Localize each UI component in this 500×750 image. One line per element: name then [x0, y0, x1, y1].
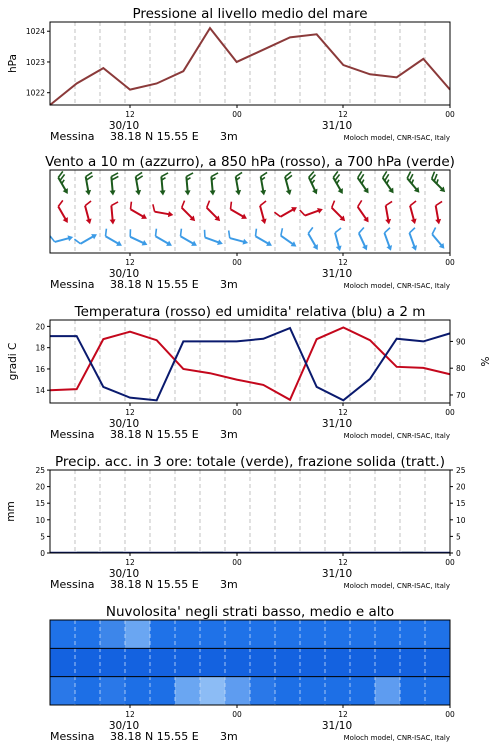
- barb-feather: [435, 201, 442, 205]
- date-label: 30/10: [108, 120, 140, 132]
- cloud-cell-medio: [400, 648, 426, 676]
- cloud-cell-basso: [325, 677, 351, 705]
- location-name: Messina: [50, 578, 95, 591]
- barb-head: [362, 245, 370, 252]
- location-elevation: 3m: [220, 278, 238, 291]
- barb-head: [385, 219, 392, 225]
- date-label: 31/10: [321, 268, 353, 280]
- wind-barb-10: [331, 228, 346, 252]
- y-right-tick-label: 80: [456, 364, 466, 374]
- barb-shaft: [359, 233, 365, 247]
- barb-shaft: [130, 237, 144, 243]
- barb-head: [63, 217, 71, 224]
- barb-shaft: [260, 206, 264, 220]
- x-tick-label: 00: [445, 710, 455, 719]
- y-right-tick-label: 25: [456, 466, 466, 475]
- wind-barb-700: [82, 172, 96, 195]
- wind-barb-850: [202, 201, 225, 224]
- cloud-cell-basso: [150, 677, 176, 705]
- y-right-tick-label: 90: [456, 337, 466, 347]
- cloud-cell-medio: [350, 648, 376, 676]
- barb-feather: [259, 201, 267, 206]
- x-tick-label: 12: [125, 558, 135, 567]
- cloud-cell-medio: [200, 648, 226, 676]
- cloud-cell-medio: [425, 648, 451, 676]
- barb-shaft: [207, 208, 218, 219]
- cloud-cell-basso: [100, 677, 126, 705]
- y-right-tick-label: 15: [456, 499, 466, 509]
- barb-shaft: [55, 238, 69, 242]
- barb-head: [191, 241, 198, 249]
- y-tick-label: 1024: [25, 27, 45, 37]
- wind-barb-700: [54, 171, 74, 195]
- barb-feather: [202, 230, 207, 238]
- cloud-cell-alto: [200, 620, 226, 648]
- wind-barb-850: [226, 202, 250, 222]
- barb-head: [141, 214, 148, 222]
- barb-shaft: [335, 233, 339, 247]
- barb-head: [168, 211, 174, 218]
- wind-barb-700: [158, 173, 170, 196]
- x-tick-label: 12: [338, 258, 348, 267]
- x-tick-label: 12: [125, 110, 135, 119]
- barb-head: [286, 190, 293, 196]
- barb-feather: [409, 201, 417, 206]
- chart-title: Temperatura (rosso) ed umidita' relativa (blu) a 2 m: [74, 304, 426, 320]
- barb-shaft: [256, 236, 269, 244]
- x-tick-label: 12: [338, 558, 348, 567]
- barb-head: [261, 219, 268, 225]
- barb-head: [243, 239, 249, 246]
- y-tick-label: 0: [40, 549, 45, 558]
- location-name: Messina: [50, 278, 95, 291]
- location-coords: 38.18 N 15.55 E: [110, 278, 199, 291]
- wind-barb-10: [406, 228, 423, 252]
- wind-barb-700: [281, 172, 296, 196]
- wind-barb-10: [151, 229, 175, 249]
- barb-head: [166, 241, 173, 249]
- y-tick-label: 5: [40, 532, 45, 542]
- cloud-cell-medio: [50, 648, 76, 676]
- barb-shaft: [409, 233, 414, 247]
- barb-shaft: [410, 206, 414, 220]
- x-tick-label: 00: [445, 408, 455, 417]
- cloud-cell-alto: [350, 620, 376, 648]
- cloud-cell-basso: [250, 677, 276, 705]
- x-tick-label: 00: [232, 558, 242, 567]
- barb-shaft: [111, 206, 112, 221]
- barb-head: [85, 190, 92, 196]
- wind-barb-850: [256, 201, 271, 225]
- barb-shaft: [332, 208, 343, 219]
- cloud-cell-medio: [100, 648, 126, 676]
- x-tick-label: 00: [232, 110, 242, 119]
- wind-barb-10: [201, 230, 225, 247]
- barb-feather: [103, 229, 109, 237]
- y-right-tick-label: 10: [456, 515, 466, 525]
- barb-head: [291, 205, 298, 213]
- barb-feather: [383, 228, 391, 233]
- y-tick-label: 15: [35, 499, 45, 509]
- cloud-cell-basso: [375, 677, 401, 705]
- barb-shaft: [85, 206, 89, 220]
- y-right-tick-label: 70: [456, 390, 466, 400]
- x-tick-label: 12: [338, 408, 348, 417]
- cloud-cell-medio: [275, 648, 301, 676]
- barb-shaft: [131, 209, 144, 217]
- barb-feather: [408, 228, 416, 233]
- barb-feather: [358, 228, 366, 234]
- cloud-cell-alto: [125, 620, 151, 648]
- wind-barb-10: [50, 230, 74, 245]
- y-right-tick-label: 0: [456, 549, 461, 558]
- model-credit: Moloch model, CNR-ISAC, Italy: [343, 134, 450, 142]
- cloud-cell-basso: [175, 677, 201, 705]
- barb-shaft: [181, 236, 194, 244]
- cloud-cell-basso: [50, 677, 76, 705]
- cloud-cell-medio: [125, 648, 151, 676]
- barb-feather: [127, 229, 133, 237]
- barb-shaft: [308, 234, 316, 247]
- wind-barb-700: [403, 171, 425, 194]
- wind-barb-850: [327, 201, 350, 224]
- y-right-tick-label: 5: [456, 532, 461, 542]
- barb-feather: [278, 228, 284, 235]
- wind-barb-10: [176, 229, 200, 249]
- x-tick-label: 12: [125, 408, 135, 417]
- date-label: 30/10: [108, 568, 140, 580]
- cloud-cell-medio: [300, 648, 326, 676]
- barb-head: [210, 190, 216, 196]
- barb-feather: [253, 229, 259, 237]
- location-name: Messina: [50, 130, 95, 143]
- barb-head: [142, 240, 149, 248]
- barb-feather: [111, 173, 118, 177]
- wind-barb-700: [329, 171, 349, 195]
- model-credit: Moloch model, CNR-ISAC, Italy: [343, 734, 450, 742]
- barb-shaft: [58, 207, 66, 220]
- wind-barb-10: [355, 228, 373, 252]
- barb-head: [217, 239, 224, 246]
- barb-head: [336, 246, 343, 252]
- cloud-cell-basso: [225, 677, 251, 705]
- cloud-cell-alto: [275, 620, 301, 648]
- location-elevation: 3m: [220, 130, 238, 143]
- barb-feather: [57, 200, 65, 206]
- barb-head: [260, 190, 267, 196]
- wind-barb-850: [126, 202, 150, 222]
- y-tick-label: 1023: [25, 57, 45, 67]
- wind-barb-700: [305, 172, 323, 196]
- cloud-cell-medio: [75, 648, 101, 676]
- wind-barb-10: [74, 228, 98, 248]
- barb-shaft: [156, 236, 169, 244]
- barb-shaft: [436, 206, 439, 221]
- barb-shaft: [281, 209, 294, 217]
- cloud-cell-basso: [425, 677, 451, 705]
- wind-barb-10: [126, 229, 150, 247]
- location-elevation: 3m: [220, 578, 238, 591]
- y-tick-label: 20: [35, 482, 45, 492]
- date-label: 30/10: [108, 268, 140, 280]
- wind-barb-850: [177, 201, 200, 224]
- cloud-cell-alto: [175, 620, 201, 648]
- y-axis-label: gradi C: [7, 342, 19, 381]
- cloud-cell-basso: [400, 677, 426, 705]
- wind-barb-850: [354, 200, 375, 224]
- wind-barb-850: [274, 201, 298, 221]
- wind-barb-10: [381, 228, 398, 252]
- cloud-cell-alto: [75, 620, 101, 648]
- wind-barb-10: [277, 228, 301, 249]
- barb-feather: [307, 227, 315, 233]
- cloud-cell-basso: [350, 677, 376, 705]
- wind-barb-850: [432, 201, 446, 224]
- barb-feather: [152, 204, 156, 211]
- location-elevation: 3m: [220, 428, 238, 441]
- location-name: Messina: [50, 730, 95, 743]
- wind-barb-700: [183, 173, 195, 196]
- wind-barb-700: [354, 171, 375, 195]
- x-tick-label: 12: [125, 710, 135, 719]
- x-tick-label: 00: [445, 110, 455, 119]
- model-credit: Moloch model, CNR-ISAC, Italy: [343, 582, 450, 590]
- barb-shaft: [281, 236, 293, 245]
- barb-shaft: [81, 236, 94, 244]
- cloud-cell-medio: [175, 648, 201, 676]
- date-label: 31/10: [321, 120, 353, 132]
- date-label: 30/10: [108, 720, 140, 732]
- x-tick-label: 00: [232, 408, 242, 417]
- cloud-cell-basso: [275, 677, 301, 705]
- barb-shaft: [106, 236, 119, 244]
- wind-barb-10: [428, 227, 450, 250]
- y-axis-label: hPa: [7, 54, 19, 73]
- location-elevation: 3m: [220, 730, 238, 743]
- barb-feather: [235, 172, 242, 176]
- model-credit: Moloch model, CNR-ISAC, Italy: [343, 432, 450, 440]
- barb-feather: [430, 227, 437, 234]
- barb-feather: [228, 202, 234, 210]
- location-coords: 38.18 N 15.55 E: [110, 730, 199, 743]
- wind-barb-700: [379, 171, 400, 195]
- barb-head: [435, 219, 442, 225]
- cloud-cell-medio: [325, 648, 351, 676]
- barb-head: [91, 232, 98, 240]
- wind-barb-850: [382, 201, 396, 224]
- barb-head: [338, 188, 346, 195]
- barb-feather: [84, 201, 92, 206]
- wind-barb-850: [108, 202, 120, 225]
- wind-barb-850: [54, 200, 74, 224]
- wind-barb-850: [81, 201, 96, 225]
- x-tick-label: 00: [232, 258, 242, 267]
- x-tick-label: 12: [125, 258, 135, 267]
- y-tick-label: 18: [35, 343, 45, 353]
- barb-head: [185, 190, 191, 196]
- barb-feather: [385, 201, 392, 205]
- barb-head: [312, 189, 320, 196]
- barb-feather: [180, 201, 187, 208]
- barb-shaft: [155, 212, 170, 215]
- barb-feather: [227, 231, 232, 239]
- y-tick-label: 16: [35, 364, 45, 374]
- cloud-cell-alto: [325, 620, 351, 648]
- x-tick-label: 12: [338, 110, 348, 119]
- barb-feather: [178, 229, 184, 237]
- barb-feather: [111, 202, 118, 206]
- cloud-cell-medio: [250, 648, 276, 676]
- barb-head: [411, 245, 418, 252]
- chart-title: Vento a 10 m (azzurro), a 850 hPa (rosso), a 700 hPa (verde): [45, 154, 455, 170]
- cloud-cell-medio: [225, 648, 251, 676]
- x-tick-label: 00: [232, 710, 242, 719]
- barb-shaft: [358, 207, 367, 219]
- date-label: 31/10: [321, 720, 353, 732]
- wind-barb-850: [406, 201, 421, 225]
- cloud-cell-medio: [150, 648, 176, 676]
- cloud-cell-alto: [375, 620, 401, 648]
- barb-feather: [161, 173, 168, 177]
- barb-head: [386, 245, 393, 252]
- barb-head: [266, 241, 273, 249]
- barb-shaft: [384, 233, 389, 247]
- barb-head: [235, 190, 242, 196]
- barb-head: [86, 219, 93, 225]
- wind-barb-700: [132, 172, 146, 195]
- barb-shaft: [432, 234, 442, 245]
- location-coords: 38.18 N 15.55 E: [110, 578, 199, 591]
- barb-shaft: [407, 178, 417, 189]
- y-tick-label: 1022: [25, 88, 45, 98]
- barb-shaft: [383, 178, 392, 190]
- barb-head: [160, 190, 166, 196]
- y-tick-label: 10: [35, 515, 45, 525]
- barb-feather: [356, 200, 363, 206]
- barb-shaft: [205, 237, 219, 242]
- barb-head: [411, 219, 418, 225]
- barb-shaft: [333, 178, 341, 191]
- barb-feather: [211, 173, 218, 177]
- y-tick-label: 20: [35, 322, 45, 332]
- barb-head: [110, 219, 116, 225]
- chart-title: Precip. acc. in 3 ore: totale (verde), frazione solida (tratt.): [55, 454, 445, 470]
- cloud-cell-basso: [125, 677, 151, 705]
- location-coords: 38.18 N 15.55 E: [110, 428, 199, 441]
- barb-head: [116, 241, 123, 249]
- wind-barb-700: [257, 172, 271, 195]
- wind-barb-10: [304, 227, 324, 251]
- cloud-cell-alto: [150, 620, 176, 648]
- y-axis-label: mm: [5, 501, 17, 522]
- barb-shaft: [358, 178, 367, 190]
- barb-feather: [330, 201, 337, 208]
- date-label: 31/10: [321, 418, 353, 430]
- cloud-cell-alto: [100, 620, 126, 648]
- barb-shaft: [58, 178, 66, 191]
- barb-feather: [334, 228, 342, 233]
- cloud-cell-alto: [300, 620, 326, 648]
- date-label: 31/10: [321, 568, 353, 580]
- wind-barb-700: [232, 172, 246, 195]
- date-label: 30/10: [108, 418, 140, 430]
- y-tick-label: 25: [35, 466, 45, 475]
- barb-head: [110, 190, 116, 196]
- wind-barb-10: [226, 231, 250, 246]
- x-tick-label: 00: [445, 558, 455, 567]
- barb-shaft: [305, 210, 319, 215]
- chart-title: Pressione al livello medio del mare: [132, 6, 368, 22]
- barb-feather: [186, 173, 193, 177]
- location-coords: 38.18 N 15.55 E: [110, 130, 199, 143]
- barb-shaft: [231, 209, 244, 217]
- x-tick-label: 12: [338, 710, 348, 719]
- barb-feather: [260, 172, 267, 176]
- model-credit: Moloch model, CNR-ISAC, Italy: [343, 282, 450, 290]
- wind-barb-10: [101, 229, 125, 249]
- y-right-axis-label: %: [480, 356, 492, 367]
- barb-feather: [50, 235, 55, 243]
- barb-shaft: [182, 208, 193, 219]
- barb-feather: [205, 201, 212, 208]
- barb-head: [135, 190, 142, 196]
- barb-feather: [153, 229, 159, 237]
- cloud-cell-basso: [300, 677, 326, 705]
- y-right-tick-label: 20: [456, 482, 466, 492]
- cloud-cell-alto: [400, 620, 426, 648]
- cloud-cell-alto: [50, 620, 76, 648]
- barb-head: [63, 188, 71, 195]
- cloud-cell-alto: [425, 620, 451, 648]
- wind-barb-700: [208, 173, 220, 196]
- barb-head: [317, 206, 324, 213]
- location-name: Messina: [50, 428, 95, 441]
- cloud-cell-alto: [225, 620, 251, 648]
- cloud-cell-basso: [75, 677, 101, 705]
- y-tick-label: 14: [35, 386, 45, 396]
- x-tick-label: 00: [445, 258, 455, 267]
- wind-barb-10: [251, 229, 275, 249]
- barb-feather: [128, 202, 134, 210]
- barb-head: [313, 244, 321, 251]
- wind-barb-850: [300, 202, 324, 219]
- wind-barb-700: [108, 173, 120, 196]
- cloud-cell-basso: [200, 677, 226, 705]
- chart-title: Nuvolosita' negli strati basso, medio e alto: [105, 604, 395, 620]
- wind-barb-850: [151, 204, 174, 218]
- barb-shaft: [230, 238, 244, 242]
- cloud-cell-medio: [375, 648, 401, 676]
- barb-shaft: [386, 206, 389, 221]
- barb-head: [241, 214, 248, 222]
- cloud-cell-alto: [250, 620, 276, 648]
- wind-barb-700: [427, 172, 450, 195]
- barb-feather: [300, 209, 305, 217]
- barb-head: [68, 234, 74, 241]
